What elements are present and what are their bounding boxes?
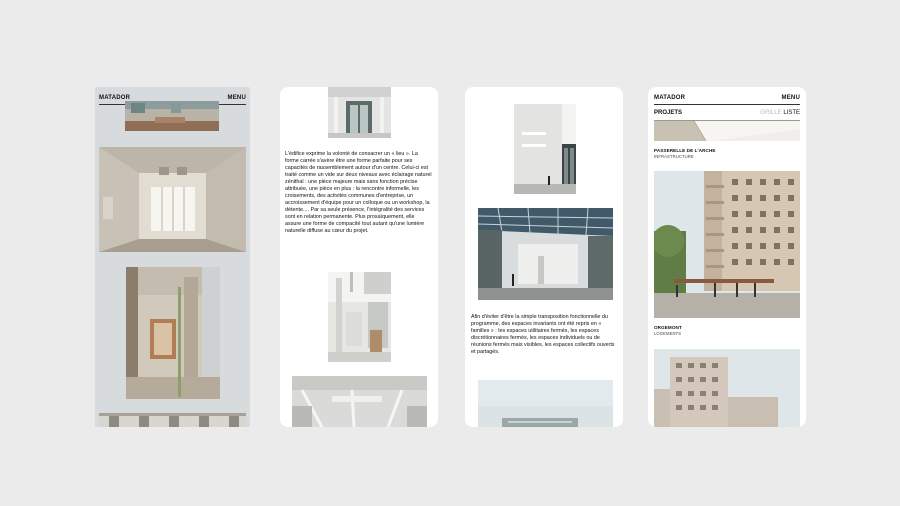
project-category: INFRASTRUCTURE bbox=[654, 154, 694, 159]
project-photo-entrance bbox=[328, 87, 391, 138]
project-photo-corridor bbox=[99, 147, 246, 252]
phone-screen-2 bbox=[280, 87, 438, 427]
phone-screen-1 bbox=[95, 87, 250, 427]
project-photo-canopy bbox=[478, 208, 613, 300]
project-title[interactable]: PASSERELLE DE L'ARCHE bbox=[654, 148, 716, 153]
project-description: Afin d'éviter d'être la simple transposition fonctionnelle du programme, des espaces invariants ont été repris en « familles » : les espaces utilitaires fermés, les espaces discrétionnaires fermés, les espaces individuels ou de réunions fermés mais visibles, les espaces collectifs ouverts et partagés. bbox=[471, 314, 615, 355]
brand-logo[interactable]: MATADOR bbox=[99, 95, 131, 101]
project-photo-skylight bbox=[292, 376, 427, 427]
phone-screen-4 bbox=[648, 87, 806, 427]
menu-button[interactable]: MENU bbox=[227, 95, 246, 101]
project-photo-columns bbox=[126, 267, 220, 399]
header-divider bbox=[654, 104, 800, 105]
projects-toolbar bbox=[654, 107, 800, 119]
project-photo-top bbox=[125, 101, 219, 131]
section-title: PROJETS bbox=[654, 110, 683, 116]
view-grid-button[interactable]: GRILLE bbox=[760, 110, 782, 116]
photo-building-icon bbox=[654, 121, 800, 141]
project-thumbnail-orgemont[interactable] bbox=[654, 171, 800, 318]
project-photo-atrium bbox=[328, 272, 391, 362]
project-photo-facade-night bbox=[514, 104, 576, 194]
project-thumbnail-passerelle[interactable] bbox=[654, 121, 800, 141]
view-list-button[interactable]: LISTE bbox=[783, 110, 800, 116]
project-photo-courtyard bbox=[478, 380, 613, 427]
brand-logo[interactable]: MATADOR bbox=[654, 95, 686, 101]
project-thumbnail-next[interactable] bbox=[654, 349, 800, 427]
site-header bbox=[654, 92, 800, 104]
project-category: LOGEMENTS bbox=[654, 331, 682, 336]
phone-screen-3 bbox=[465, 87, 623, 427]
view-toggle bbox=[760, 110, 800, 116]
project-photo-bottom bbox=[99, 413, 246, 427]
project-description: L'édifice exprime la volonté de consacrer un « lieu ». La forme carrée s'avère être une forme parfaite pour ses capacités de rassemblement autour d'un centre. Celui-ci est traité comme un vide sur deux niveaux avec éclairage naturel zénithal : une pièce majeure mais sans fonction précise attribuée, une pièce en plus : la rencontre informelle, les croisements, des activités communes d'entreprise, un accroissement d'équipe pour un colloque ou un workshop, la détente.... Par sa seule présence, l'intégralité des services sont en relation permanente. Plus prosaïquement, elle assure une forme de compacité tout autant qu'une lumière naturelle diffuse au cœur du projet. bbox=[285, 151, 432, 234]
project-title[interactable]: ORGEMONT bbox=[654, 325, 682, 330]
photo-interior-icon bbox=[125, 101, 219, 131]
menu-button[interactable]: MENU bbox=[781, 95, 800, 101]
